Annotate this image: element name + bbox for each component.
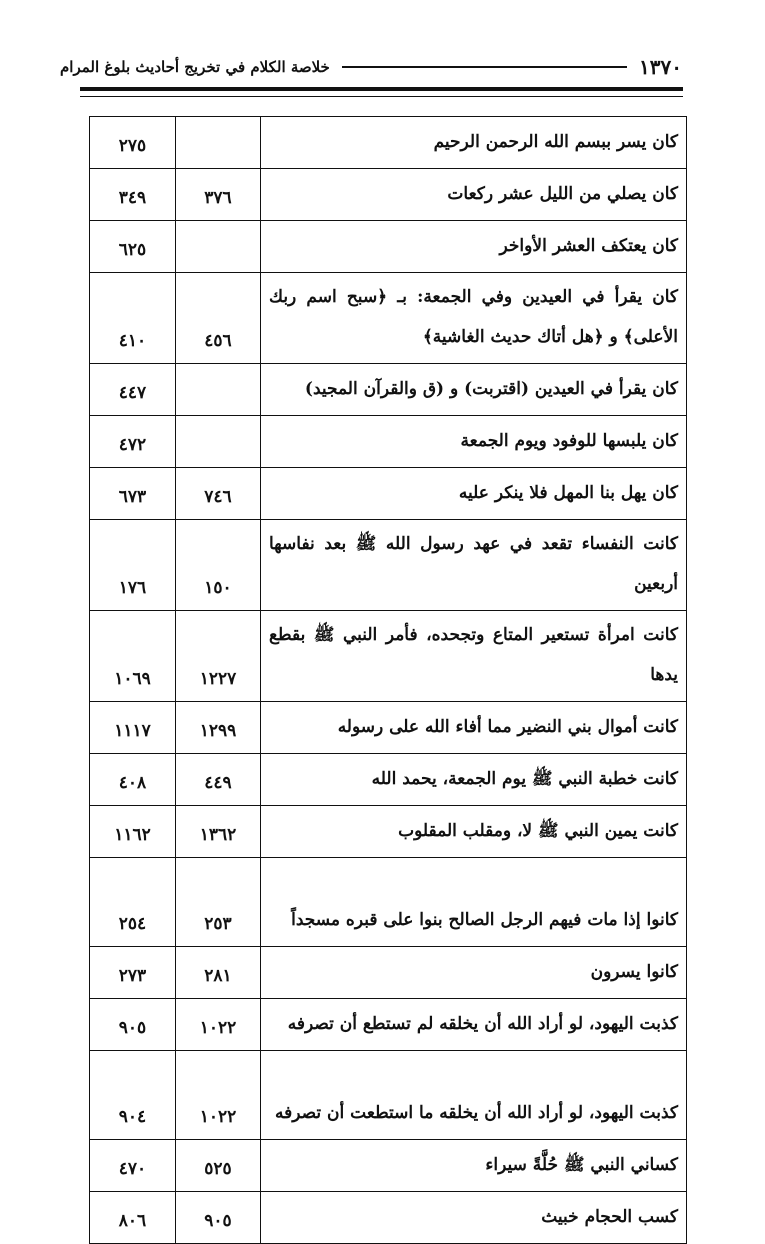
table-row	[90, 1192, 687, 1244]
table-row	[90, 520, 687, 611]
table-row	[90, 754, 687, 806]
running-header	[60, 52, 682, 82]
reference-number: ٩٠٥	[176, 1192, 261, 1244]
hadith-text: كانت النفساء تقعد في عهد رسول الله ﷺ بعد نفاسها أربعين	[261, 520, 687, 611]
hadith-text: كانت امرأة تستعير المتاع وتجحده، فأمر النبي ﷺ بقطع يدها	[261, 611, 687, 702]
reference-number: ٥٢٥	[176, 1140, 261, 1192]
hadith-number: ١٠٦٩	[90, 611, 176, 702]
hadith-text: كان يسر ببسم الله الرحمن الرحيم	[261, 117, 687, 169]
hadith-text: كانت خطبة النبي ﷺ يوم الجمعة، يحمد الله	[261, 754, 687, 806]
hadith-text: كذبت اليهود، لو أراد الله أن يخلقه ما استطعت أن تصرفه	[261, 1051, 687, 1140]
table-row	[90, 221, 687, 273]
reference-number: ٣٧٦	[176, 169, 261, 221]
reference-number: ١٣٦٢	[176, 806, 261, 858]
reference-number: ٧٤٦	[176, 468, 261, 520]
hadith-text: كساني النبي ﷺ حُلَّةً سيراء	[261, 1140, 687, 1192]
hadith-index-table	[89, 116, 687, 1244]
hadith-number: ٢٥٤	[90, 858, 176, 947]
hadith-text: كانت أموال بني النضير مما أفاء الله على رسوله	[261, 702, 687, 754]
hadith-text: كانوا إذا مات فيهم الرجل الصالح بنوا على قبره مسجداً	[261, 858, 687, 947]
table-row	[90, 273, 687, 364]
header-thick-rule	[80, 87, 683, 91]
page-number: ١٣٧٠	[639, 55, 682, 79]
hadith-text: كانت يمين النبي ﷺ لا، ومقلب المقلوب	[261, 806, 687, 858]
table-row	[90, 468, 687, 520]
hadith-number: ٩٠٥	[90, 999, 176, 1051]
table-row	[90, 611, 687, 702]
hadith-number: ٦٢٥	[90, 221, 176, 273]
table-row	[90, 117, 687, 169]
hadith-number: ٦٧٣	[90, 468, 176, 520]
hadith-text: كان يقرأ في العيدين (اقتربت) و (ق والقرآن المجيد)	[261, 364, 687, 416]
hadith-number: ٤٠٨	[90, 754, 176, 806]
reference-number	[176, 364, 261, 416]
table-row	[90, 858, 687, 947]
table-row	[90, 806, 687, 858]
table-row	[90, 169, 687, 221]
reference-number: ٢٨١	[176, 947, 261, 999]
hadith-number: ٤٧٠	[90, 1140, 176, 1192]
reference-number: ٢٥٣	[176, 858, 261, 947]
table-row	[90, 416, 687, 468]
hadith-number: ٤٧٢	[90, 416, 176, 468]
table-row	[90, 947, 687, 999]
hadith-text: كان يصلي من الليل عشر ركعات	[261, 169, 687, 221]
hadith-text: كانوا يسرون	[261, 947, 687, 999]
reference-number	[176, 416, 261, 468]
hadith-number: ٤٤٧	[90, 364, 176, 416]
table-row	[90, 1140, 687, 1192]
hadith-number: ٤١٠	[90, 273, 176, 364]
hadith-text: كان يقرأ في العيدين وفي الجمعة: بـ ﴿سبح اسم ربك الأعلى﴾ و ﴿هل أتاك حديث الغاشية﴾	[261, 273, 687, 364]
hadith-text: كان يلبسها للوفود ويوم الجمعة	[261, 416, 687, 468]
hadith-number: ٨٠٦	[90, 1192, 176, 1244]
reference-number	[176, 221, 261, 273]
table-row	[90, 999, 687, 1051]
hadith-text: كان يعتكف العشر الأواخر	[261, 221, 687, 273]
hadith-number: ١٧٦	[90, 520, 176, 611]
reference-number: ٤٤٩	[176, 754, 261, 806]
hadith-text: كسب الحجام خبيث	[261, 1192, 687, 1244]
table-row	[90, 702, 687, 754]
running-title: خلاصة الكلام في تخريج أحاديث بلوغ المرام	[60, 58, 330, 76]
reference-number: ٤٥٦	[176, 273, 261, 364]
table-row	[90, 364, 687, 416]
reference-number: ١٥٠	[176, 520, 261, 611]
reference-number: ١٢٢٧	[176, 611, 261, 702]
hadith-number: ٣٤٩	[90, 169, 176, 221]
reference-number: ١٢٩٩	[176, 702, 261, 754]
reference-number	[176, 117, 261, 169]
hadith-number: ١١٦٢	[90, 806, 176, 858]
hadith-number: ١١١٧	[90, 702, 176, 754]
hadith-number: ٢٧٥	[90, 117, 176, 169]
hadith-number: ٢٧٣	[90, 947, 176, 999]
hadith-text: كان يهل بنا المهل فلا ينكر عليه	[261, 468, 687, 520]
table-row	[90, 1051, 687, 1140]
reference-number: ١٠٢٢	[176, 1051, 261, 1140]
hadith-text: كذبت اليهود، لو أراد الله أن يخلقه لم تستطع أن تصرفه	[261, 999, 687, 1051]
reference-number: ١٠٢٢	[176, 999, 261, 1051]
header-rule	[342, 66, 627, 68]
hadith-number: ٩٠٤	[90, 1051, 176, 1140]
header-thin-rule	[80, 96, 683, 97]
